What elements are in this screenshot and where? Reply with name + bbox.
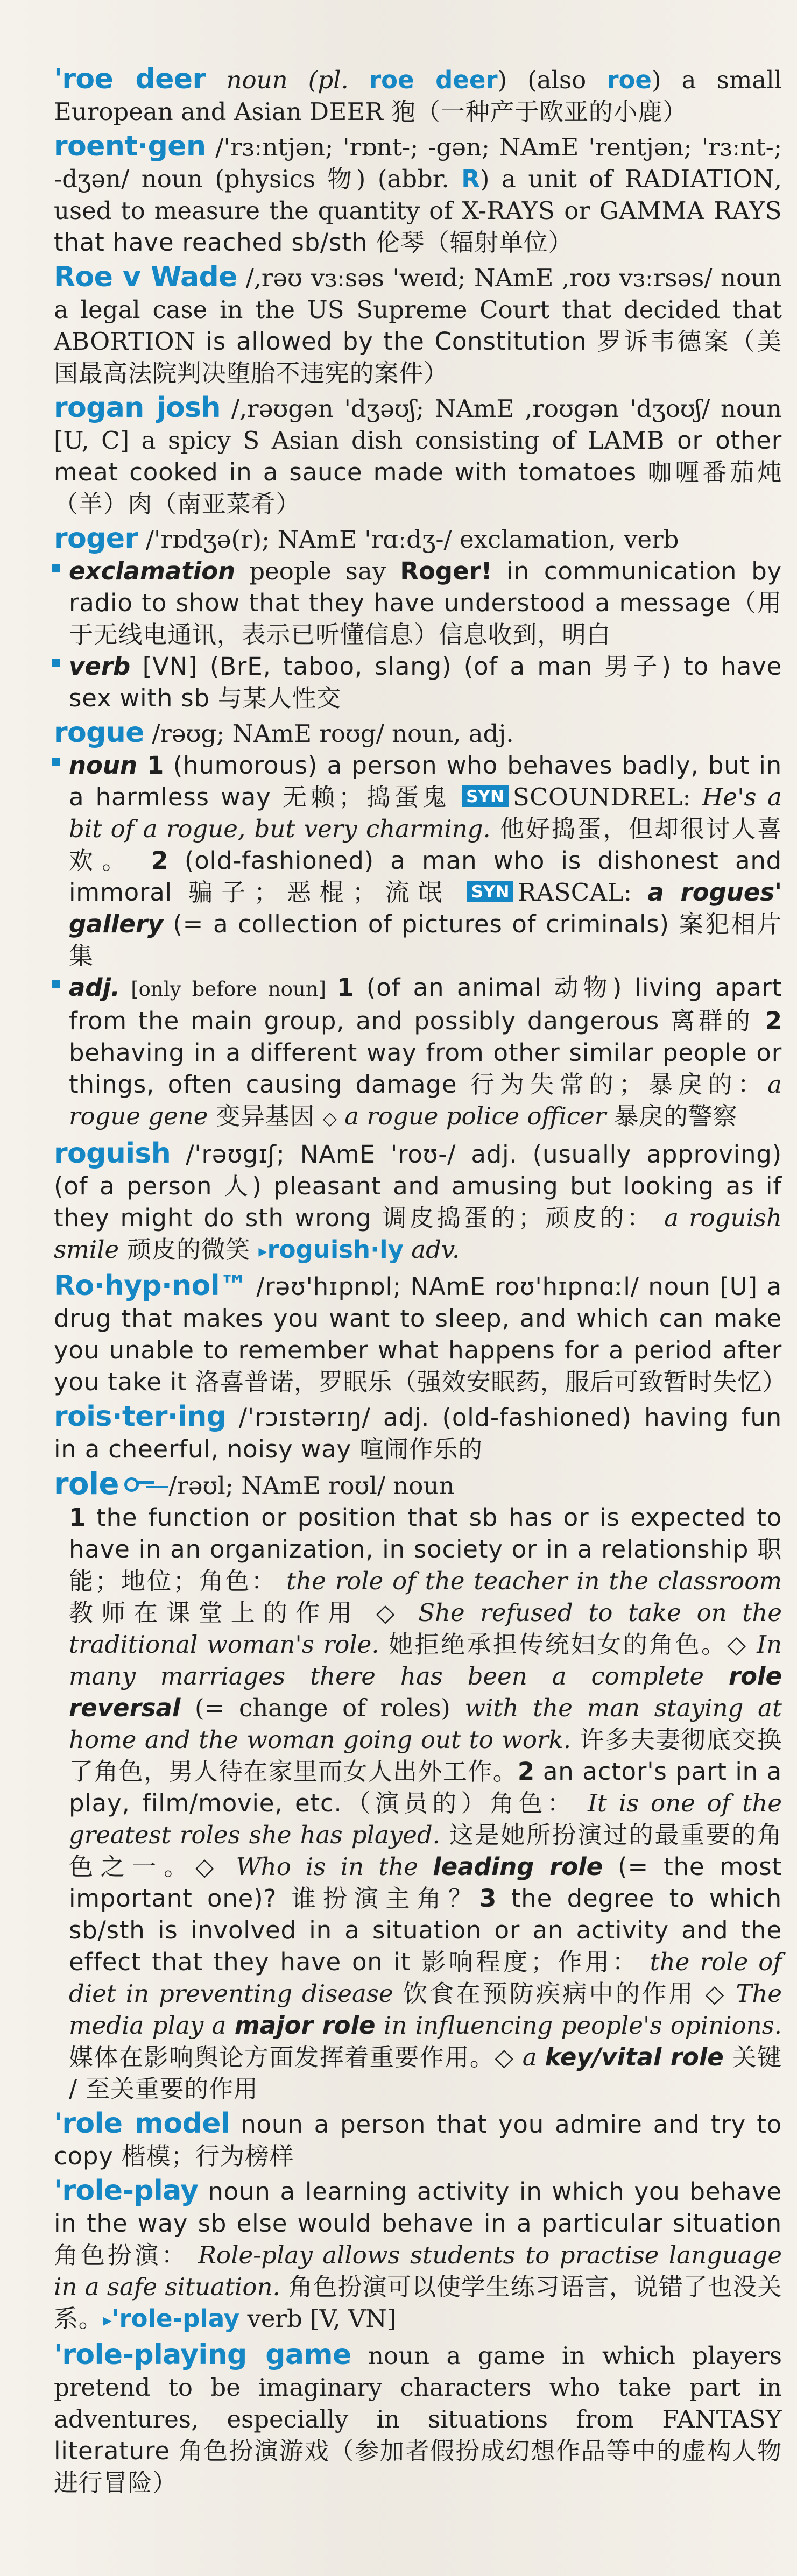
translation: [VN] (BrE, taboo, slang) (of a man 男子) to have sex with sb 与某人性交 [69,652,782,712]
entry-text: /rəʊl; NAmE roʊl/ noun [160,1471,455,1500]
entry-roe-v-wade [54,261,782,389]
sense-number: 2 [517,1757,535,1786]
sense-marker [52,758,60,766]
entry-text: , used to measure the quantity of [54,165,782,225]
translation: (old-fashioned) a man who is dishonest and immoral 骗子；恶棍；流氓 [69,846,782,907]
example-sentence: Role-play allows students to practise language in a safe situation. [54,2241,782,2301]
translation: 关键 / 至关重要的作用 [69,2043,782,2103]
entry-rohypnol [54,1270,787,1398]
headword: Roe v Wade [54,261,237,293]
entry-role-model [54,2108,782,2172]
entry-rogan-josh [54,392,782,520]
entry-role-playing-game [54,2339,782,2499]
translation: 这是她所扮演过的最重要的角色之一。◇ [69,1821,782,1881]
headword: rogan josh [54,392,221,424]
plural-form: roe deer [369,66,498,94]
translation: the function or position that sb has or is expected to have in an organization, in society or in a relationship 职能；地位；角色： [69,1503,782,1595]
part-of-speech: adv. [403,1235,460,1264]
headword: rogue [54,717,144,749]
example-phrase: the role of diet in preventing disease [69,1948,782,2008]
cross-reference: X-RAYS [462,196,555,225]
translation: 角色扮演可以使学生练习语言，说错了也没关系。 [54,2273,782,2333]
entry-text: /,rəʊgən 'dʒəʊʃ; NAmE ,roʊgən 'dʒoʊʃ/ noun [U, C] a spicy S Asian dish consisting of [54,394,782,455]
cross-reference: FANTASY [662,2405,782,2433]
entry-text: /'rɜːntjən; 'rɒnt-; -gən; NAmE 'rentjən; 'rɜːnt-; -dʒən/ noun (physics 物) (abbr. [54,133,782,193]
entry-text: (= change of roles) [180,1694,465,1722]
translation: 狍（一种产于欧亚的小鹿） [383,97,687,126]
example-sentence: It is one of the greatest roles she has played. [69,1789,782,1849]
translation: noun a person that you admire and try to copy 楷模；行为榜样 [54,2110,782,2170]
entry-roger [54,523,782,714]
translation: 许多夫妻彻底交换了角色，男人待在家里而女人出外工作。 [69,1725,782,1786]
translation: 他好捣蛋，但却很讨人喜欢。 [69,815,782,875]
translation: 饮食在预防疾病中的作用 ◇ [393,1979,727,2008]
translation: (of an animal 动物) living apart from the main group, and possibly dangerous 离群的 [69,973,782,1035]
entry-text: noun (pl. [226,66,369,94]
translation: the degree to which sb/sth is involved in a situation or an activity and the effect that they have on it 影响程度；作用： [69,1884,782,1976]
sense-marker [52,564,60,572]
example-phrase: a rogue police officer [336,1102,606,1130]
entry-roentgen [54,131,782,258]
example-sentence: Who is in the [221,1852,433,1881]
translation: 她拒绝承担传统妇女的角色。◇ [379,1630,748,1659]
translation: is allowed by the Constitution 罗诉韦德案（美国最高法院判决堕胎不违宪的案件） [54,327,782,387]
example-sentence: He's a bit of a rogue, but very charming. [69,783,782,843]
part-of-speech: exclamation [69,557,236,585]
example-sentence: The media play a [69,1979,782,2040]
entry-role [54,1468,782,2105]
translation: 顽皮的微笑 [119,1235,259,1264]
entry-text: people say [235,557,400,585]
entry-text: : [682,783,702,811]
translation: (= a collection of pictures of criminals) 案犯相片集 [69,910,782,970]
entry-text: /'rɒdʒə(r); NAmE 'rɑːdʒ-/ exclamation, verb [138,525,679,554]
entry-text: or [555,196,599,225]
collocation: key/vital role [545,2043,724,2071]
headword: 'roe deer [54,63,206,95]
translation: /rəʊ'hɪpnɒl; NAmE roʊ'hɪpnɑːl/ noun [U] a drug that makes you want to sleep, and which can make you unable to remember what happens for a period after you take it 洛喜普诺，罗眠乐（强效安眠药，服后可致暂时失忆） [54,1272,787,1396]
derived-form-icon: ▸ [103,2310,112,2330]
entry-text: ) a unit of [479,165,625,193]
headword: 'role-play [54,2175,199,2207]
translation: 媒体在影响舆论方面发挥着重要作用。◇ [69,2043,514,2071]
example-sentence: with the man staying at home and the woman going out to work. [69,1694,782,1754]
translation: that have reached sb/sth 伦琴（辐射单位） [54,228,573,257]
part-of-speech: verb [69,652,131,681]
sense-number: 3 [479,1884,497,1913]
translation: (= the most important one)? 谁扮演主角？ [69,1852,782,1913]
entry-text: : [623,878,648,907]
example-phrase: a rogue gene [69,1070,782,1130]
sense-number: 2 [765,1007,782,1035]
example-phrase: a roguish smile [54,1204,782,1264]
example-sentence: in influencing people's opinions. [375,2011,782,2040]
key-icon [123,1473,157,1493]
cross-reference: LAMB [587,426,665,455]
translation: 教师在课堂上的作用 ◇ [69,1598,403,1627]
sense-marker [52,659,60,667]
entry-roistering [54,1401,782,1465]
translation: 变异基因 [208,1102,323,1130]
entry-text: verb [V, VN] [239,2304,397,2333]
translation: /'rɔɪstərɪŋ/ adj. (old-fashioned) having fun in a cheerful, noisy way 喧闹作乐的 [54,1403,782,1463]
collocation: leading role [433,1852,603,1881]
entry-roguish [54,1138,782,1267]
synonym-word: RASCAL [518,878,624,907]
headword: roent·gen [54,130,206,162]
translation: in communication by radio to show that they have understood a message（用于无线电通讯，表示已听懂信息）信息收到，明白 [69,557,782,649]
sense-number: 1 [69,1503,86,1532]
translation: /'rəʊgɪʃ; NAmE 'roʊ-/ adj. (usually approving) (of a person 人) pleasant and amusing but looking as if they might do sth wrong 调皮捣蛋的；顽皮的： [54,1140,782,1232]
sense-verb [54,650,782,714]
synonym-word: SCOUNDREL [512,783,683,811]
headword: 'role model [54,2107,230,2140]
derived-form: 'role-play [111,2304,240,2333]
translation: literature 角色扮演游戏（参加者假扮成幻想作品等中的虚构人物进行冒险） [54,2437,782,2497]
example-phrase: the role of the teacher in the classroom [277,1567,782,1595]
translation: noun a learning activity in which you behave in the way sb else would behave in a particular situation 角色扮演： [54,2177,782,2269]
translation: or other meat cooked in a sauce made with tomatoes 咖喱番茄炖（羊）肉（南亚菜肴） [54,426,782,518]
example-sentence: She refused to take on the traditional woman's role. [69,1598,782,1659]
entry-text: ) a small European and Asian [54,66,782,126]
alternative-form: roe [606,66,652,94]
cross-reference: ABORTION [54,327,196,356]
usage-label: [only before noun] [120,978,337,1001]
example-phrase: a [514,2043,545,2071]
translation: (humorous) a person who behaves badly, but in a harmless way 无赖；捣蛋鬼 [69,751,782,811]
collocation: role reversal [69,1662,782,1722]
cross-reference: RADIATION [624,165,774,193]
entry-text: noun a game in which players pretend to be imaginary characters who take part in adventures, especially in situations from [54,2341,782,2433]
abbreviation: R [461,165,480,193]
sense-number: 2 [135,846,168,875]
translation: 暴戾的警察 [606,1102,738,1130]
sense-adjective [54,972,782,1135]
derived-form-icon: ▸ [258,1241,267,1261]
headword: roger [54,522,138,555]
example-phrase: a rogues' gallery [69,878,782,938]
translation: behaving in a different way from other similar people or things, often causing damage 行为失常的；暴戾的： [69,1038,782,1099]
entry-rogue [54,717,782,1135]
synonym-badge: SYN [462,785,509,807]
collocation: major role [234,2011,376,2040]
example-separator-icon: ◇ [322,1108,337,1129]
synonym-badge: SYN [467,881,514,902]
headword: roguish [54,1137,171,1170]
sense-noun [54,749,782,972]
entry-text: ) (also [497,66,607,94]
translation: an actor's part in a play, film/movie, etc.（演员的）角色： [69,1757,782,1817]
headword: role [54,1467,119,1502]
bold-term: Roger! [400,557,492,585]
derived-form: roguish·ly [267,1235,404,1264]
headword: Ro·hyp·nol™ [54,1270,248,1302]
cross-reference: GAMMA RAYS [599,196,782,225]
entry-roe-deer [54,63,782,128]
sense-number: 1 [137,751,164,780]
entry-role-play [54,2175,782,2336]
entry-text: /rəʊg; NAmE roʊg/ noun, adj. [144,719,514,748]
cross-reference: DEER [309,97,384,126]
headword: rois·ter·ing [54,1400,227,1433]
sense-exclamation [54,555,782,650]
entry-text: /,rəʊ vɜːsəs 'weɪd; NAmE ,roʊ vɜːrsəs/ noun a legal case in the US Supreme Court that decided that [54,264,782,324]
sense-marker [52,980,60,988]
sense-list [54,1502,782,2105]
part-of-speech: noun [69,751,138,780]
part-of-speech: adj. [69,973,121,1002]
sense-number: 1 [337,973,354,1002]
example-sentence: In many marriages there has been a complete [69,1630,782,1690]
headword: 'role-playing game [54,2339,351,2371]
